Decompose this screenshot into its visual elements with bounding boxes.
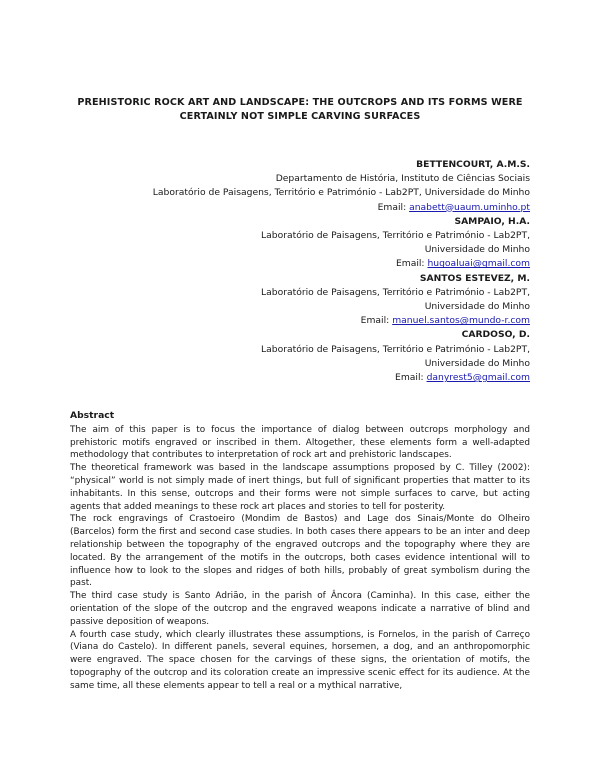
author-affiliation: Laboratório de Paisagens, Território e Património - Lab2PT, (261, 286, 530, 298)
abstract-section (70, 410, 530, 693)
abstract-heading: Abstract (70, 410, 115, 421)
author-affiliation: Laboratório de Paisagens, Território e Património - Lab2PT, (261, 343, 530, 355)
author-email-link[interactable]: danyrest5@gmail.com (426, 372, 530, 384)
abstract-paragraph: A fourth case study, which clearly illustrates these assumptions, is Fornelos, in the parish of Carreço (Viana do Castelo). In different panels, several equines, horsemen, a dog, and an anthropomorphic were engraved. The space chosen for the carvings of these signs, the orientation of motifs, the topography of the outcrop and its coloration create an impressive scenic effect for its audience. At the same time, all these elements appear to tell a real or a mythical narrative, (70, 629, 530, 691)
abstract-paragraph: The third case study is Santo Adrião, in the parish of Âncora (Caminha). In this case, either the orientation of the slope of the outcrop and the engraved weapons indicate a narrative of blind and passive deposition of weapons. (70, 591, 530, 627)
author-affiliation: Laboratório de Paisagens, Território e Património - Lab2PT, Universidade do Minho (152, 187, 530, 199)
paper-title (60, 96, 540, 124)
author-name: BETTENCOURT, A.M.S. (416, 159, 530, 170)
email-label: Email: (377, 201, 407, 213)
author-email-line (153, 371, 530, 385)
author-affiliation: Universidade do Minho (424, 357, 530, 369)
author-email-link[interactable]: anabett@uaum.uminho.pt (409, 201, 530, 213)
author-block (153, 158, 530, 385)
author-name: CARDOSO, D. (461, 329, 530, 341)
author-name: SANTOS ESTEVEZ, M. (419, 272, 530, 284)
abstract-paragraph: The rock engravings of Crastoeiro (Mondim de Bastos) and Lage dos Sinais/Monte do Olheiro (Barcelos) form the first and second case studies. In both cases there appears to be an inter and deep relationship between the topography of the engraved outcrops and the topography where they are located. By the arrangement of the motifs in the outcrops, both cases evidence intentional will to influence how to look to the slopes and ridges of both hills, probably of great symbolism during the past. (70, 514, 530, 589)
author-email-line (153, 314, 530, 328)
abstract-paragraph: The theoretical framework was based in the landscape assumptions proposed by C. Tilley (2002): “physical” world is not simply made of inert things, but full of significant properties that matter to its inhabitants. In this sense, outcrops and their forms were not simple surfaces to carve, but acting agents that added meanings to these rock art places and stories to tell for posterity. (70, 463, 530, 512)
title-line-1: PREHISTORIC ROCK ART AND LANDSCAPE: THE OUTCROPS AND ITS FORMS WERE (77, 97, 523, 108)
email-label: Email: (360, 315, 390, 327)
title-line-2: CERTAINLY NOT SIMPLE CARVING SURFACES (179, 111, 421, 122)
author-affiliation: Laboratório de Paisagens, Território e Património - Lab2PT, (261, 230, 530, 242)
author-2 (153, 215, 530, 272)
author-affiliation: Departamento de História, Instituto de Ciências Sociais (275, 173, 530, 185)
abstract-paragraph: The aim of this paper is to focus the importance of dialog between outcrops morphology and prehistoric motifs engraved or inscribed in them. Altogether, these elements form a well-adapted methodology that contributes to interpretation of rock art and prehistoric landscapes. (70, 424, 530, 461)
author-email-line (153, 257, 530, 271)
author-email-line (153, 201, 530, 215)
author-1 (153, 158, 530, 215)
author-affiliation: Universidade do Minho (424, 244, 530, 256)
email-label: Email: (395, 258, 425, 270)
author-4 (153, 328, 530, 385)
author-name: SAMPAIO, H.A. (454, 215, 530, 227)
author-email-link[interactable]: hugoaluai@gmail.com (427, 258, 530, 270)
author-affiliation: Universidade do Minho (424, 301, 530, 313)
author-3 (153, 272, 530, 329)
author-email-link[interactable]: manuel.santos@mundo-r.com (392, 315, 530, 327)
email-label: Email: (395, 372, 424, 384)
